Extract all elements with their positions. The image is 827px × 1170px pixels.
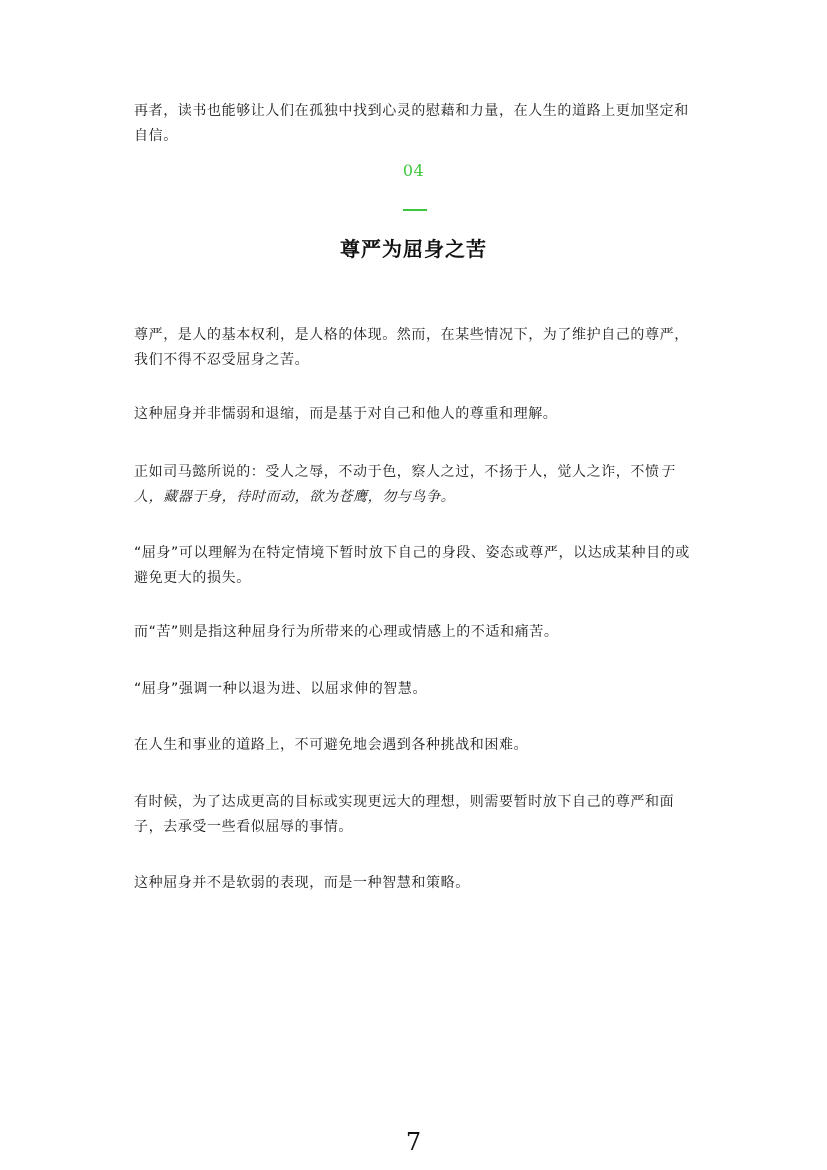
paragraph-ku-meaning: 而“苦”则是指这种屈身行为所带来的心理或情感上的不适和痛苦。 <box>134 624 559 640</box>
section-number: 04 <box>402 161 425 180</box>
paragraph-qushen-meaning: “屈身”可以理解为在特定情境下暂时放下自己的身段、姿态或尊严，以达成某种目的或避免更大的损失。 <box>134 545 690 586</box>
section-title: 尊严为屈身之苦 <box>340 237 487 261</box>
paragraph-wisdom: “屈身”强调一种以退为进、以屈求伸的智慧。 <box>134 681 428 697</box>
paragraph-sacrifice: 有时候，为了达成更高的目标或实现更远大的理想，则需要暂时放下自己的尊严和面子，去承受一些看似屈辱的事情。 <box>134 794 675 835</box>
intro-paragraph: 再者，读书也能够让人们在孤独中找到心灵的慰藉和力量，在人生的道路上更加坚定和自信。 <box>134 103 689 144</box>
paragraph-challenges: 在人生和事业的道路上，不可避免地会遇到各种挑战和困难。 <box>134 737 529 753</box>
page-number: 7 <box>405 1128 422 1156</box>
paragraph-strategy: 这种屈身并不是软弱的表现，而是一种智慧和策略。 <box>134 875 470 891</box>
paragraph-dignity-definition: 尊严，是人的基本权利，是人格的体现。然而，在某些情况下，为了维护自己的尊严，我们不得不忍受屈身之苦。 <box>134 327 689 368</box>
quote-italic-text: 于人，藏器于身，待时而动，欲为苍鹰，勿与鸟争。 <box>134 464 675 505</box>
paragraph-sima-yi-quote <box>134 460 694 510</box>
quote-lead-text: 正如司马懿所说的：受人之辱，不动于色，察人之过，不扬于人，觉人之诈，不愤 <box>134 464 660 480</box>
section-divider <box>403 209 427 211</box>
paragraph-not-weakness: 这种屈身并非懦弱和退缩，而是基于对自己和他人的尊重和理解。 <box>134 406 558 422</box>
